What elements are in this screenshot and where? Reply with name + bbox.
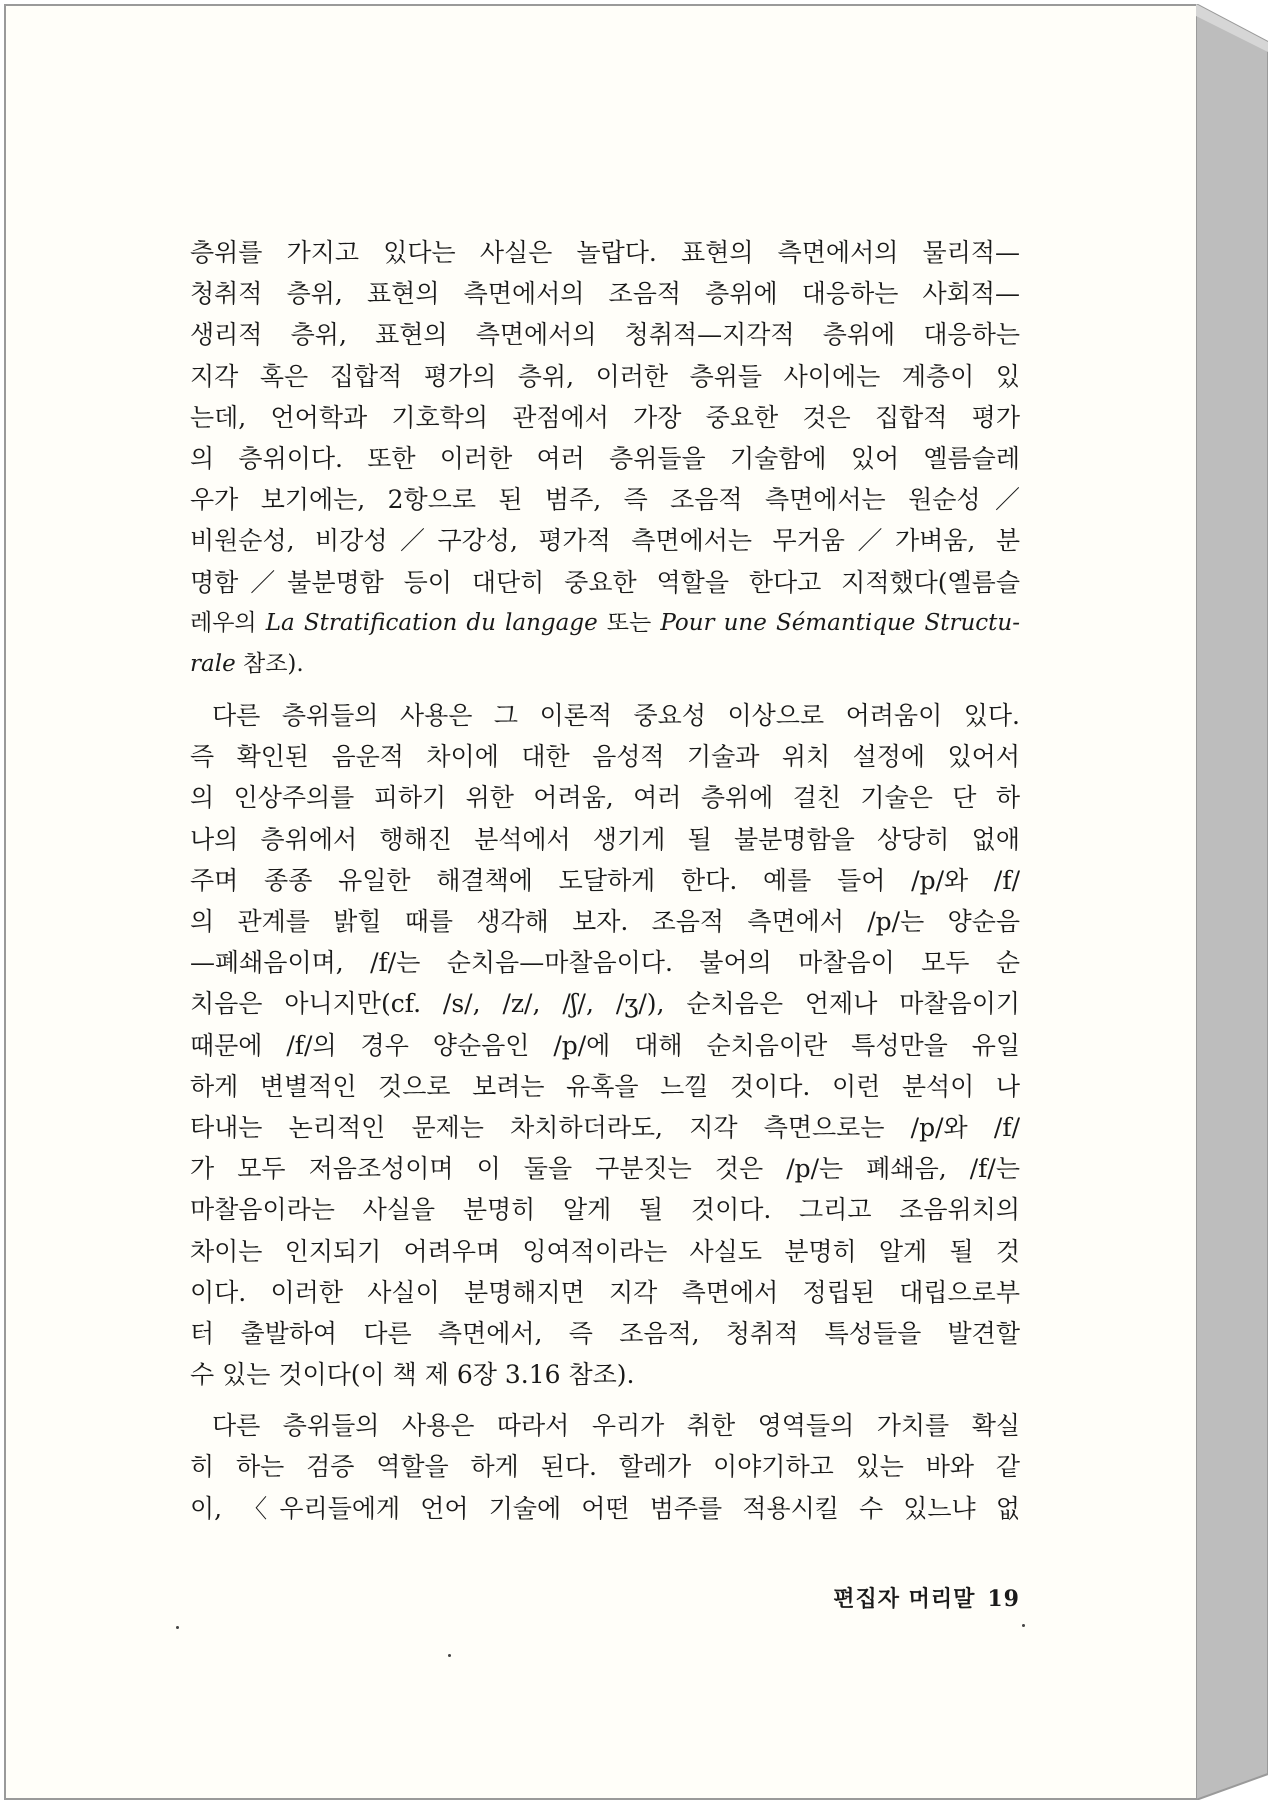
text-line: 주며 종종 유일한 해결책에 도달하게 한다. 예를 들어 /p/와 /f/ [190, 865, 1020, 895]
paragraph-1 [190, 232, 1020, 685]
book-title: rale [190, 650, 236, 677]
text-line: 명함／불분명함 등이 대단히 중요한 역할을 한다고 지적했다(옐름슬 [190, 567, 1020, 597]
scan-speck [1022, 1624, 1025, 1627]
text-line: 때문에 /f/의 경우 양순음인 /p/에 대해 순치음이란 특성만을 유일 [190, 1030, 1020, 1060]
text-line: rale 참조). [190, 650, 304, 677]
running-head: 편집자 머리말 [833, 1587, 976, 1612]
paragraph-2 [190, 695, 1020, 1395]
text-line: —폐쇄음이며, /f/는 순치음—마찰음이다. 불어의 마찰음이 모두 순 [190, 948, 1020, 978]
text-line: 의 층위이다. 또한 이러한 여러 층위들을 기술함에 있어 옐름슬레 [190, 443, 1020, 473]
text-line: 치음은 아니지만(cf. /s/, /z/, /ʃ/, /ʒ/), 순치음은 언제나 마찰음이기 [190, 989, 1020, 1019]
text-line: 다른 층위들의 사용은 따라서 우리가 취한 영역들의 가치를 확실 [212, 1411, 1020, 1441]
book-page-edge [1196, 4, 1268, 1800]
text-line: 의 인상주의를 피하기 위한 어려움, 여러 층위에 걸친 기술은 단 하 [190, 783, 1020, 813]
text-line: 우가 보기에는, 2항으로 된 범주, 즉 조음적 측면에서는 원순성／ [190, 485, 1020, 515]
text-line: 청취적 층위, 표현의 측면에서의 조음적 층위에 대응하는 사회적— [190, 279, 1020, 309]
text-line: 타내는 논리적인 문제는 차치하더라도, 지각 측면으로는 /p/와 /f/ [190, 1112, 1020, 1142]
text-line: 지각 혹은 집합적 평가의 층위, 이러한 층위들 사이에는 계층이 있 [190, 361, 1020, 391]
page-number: 19 [987, 1586, 1020, 1612]
text-line: 터 출발하여 다른 측면에서, 즉 조음적, 청취적 특성들을 발견할 [190, 1318, 1020, 1348]
text-line: 의 관계를 밝힐 때를 생각해 보자. 조음적 측면에서 /p/는 양순음 [190, 907, 1020, 936]
text-line-citation: 레우의 La Stratification du langage 또는 Pour une Sémantique Structu- [190, 609, 1020, 636]
text-line: 생리적 층위, 표현의 측면에서의 청취적—지각적 층위에 대응하는 [190, 320, 1020, 350]
text-line: 나의 층위에서 행해진 분석에서 생기게 될 불분명함을 상당히 없애 [190, 824, 1020, 854]
text-line: 차이는 인지되기 어려우며 잉여적이라는 사실도 분명히 알게 될 것 [190, 1236, 1020, 1266]
text-line: 가 모두 저음조성이며 이 둘을 구분짓는 것은 /p/는 폐쇄음, /f/는 [190, 1154, 1020, 1184]
page-edge-shadow [1196, 4, 1268, 1800]
scan-speck [448, 1654, 451, 1657]
text-line: 이다. 이러한 사실이 분명해지면 지각 측면에서 정립된 대립으로부 [190, 1277, 1020, 1307]
paragraph-3 [190, 1405, 1020, 1529]
text-line: 수 있는 것이다(이 책 제 6장 3.16 참조). [190, 1360, 635, 1390]
text-line: 는데, 언어학과 기호학의 관점에서 가장 중요한 것은 집합적 평가 [190, 402, 1020, 432]
body-text [190, 232, 1020, 1529]
text-line: 하게 변별적인 것으로 보려는 유혹을 느낄 것이다. 이런 분석이 나 [190, 1071, 1020, 1101]
text-line: 히 하는 검증 역할을 하게 된다. 할레가 이야기하고 있는 바와 같 [190, 1452, 1020, 1482]
text-line: 이, 〈우리들에게 언어 기술에 어떤 범주를 적용시킬 수 있느냐 없 [190, 1493, 1020, 1523]
text-line: 마찰음이라는 사실을 분명히 알게 될 것이다. 그리고 조음위치의 [190, 1195, 1020, 1225]
book-title: La Stratification du langage [265, 609, 598, 636]
text-line: 다른 층위들의 사용은 그 이론적 중요성 이상으로 어려움이 있다. [212, 701, 1020, 731]
scan-speck [176, 1626, 179, 1629]
page-footer [790, 1582, 1020, 1613]
text-line: 층위를 가지고 있다는 사실은 놀랍다. 표현의 측면에서의 물리적— [190, 238, 1020, 267]
book-title: Pour une Sémantique Structu- [660, 609, 1020, 636]
text-line: 비원순성, 비강성／구강성, 평가적 측면에서는 무거움／가벼움, 분 [190, 526, 1020, 556]
text-line: 즉 확인된 음운적 차이에 대한 음성적 기술과 위치 설정에 있어서 [190, 742, 1020, 772]
